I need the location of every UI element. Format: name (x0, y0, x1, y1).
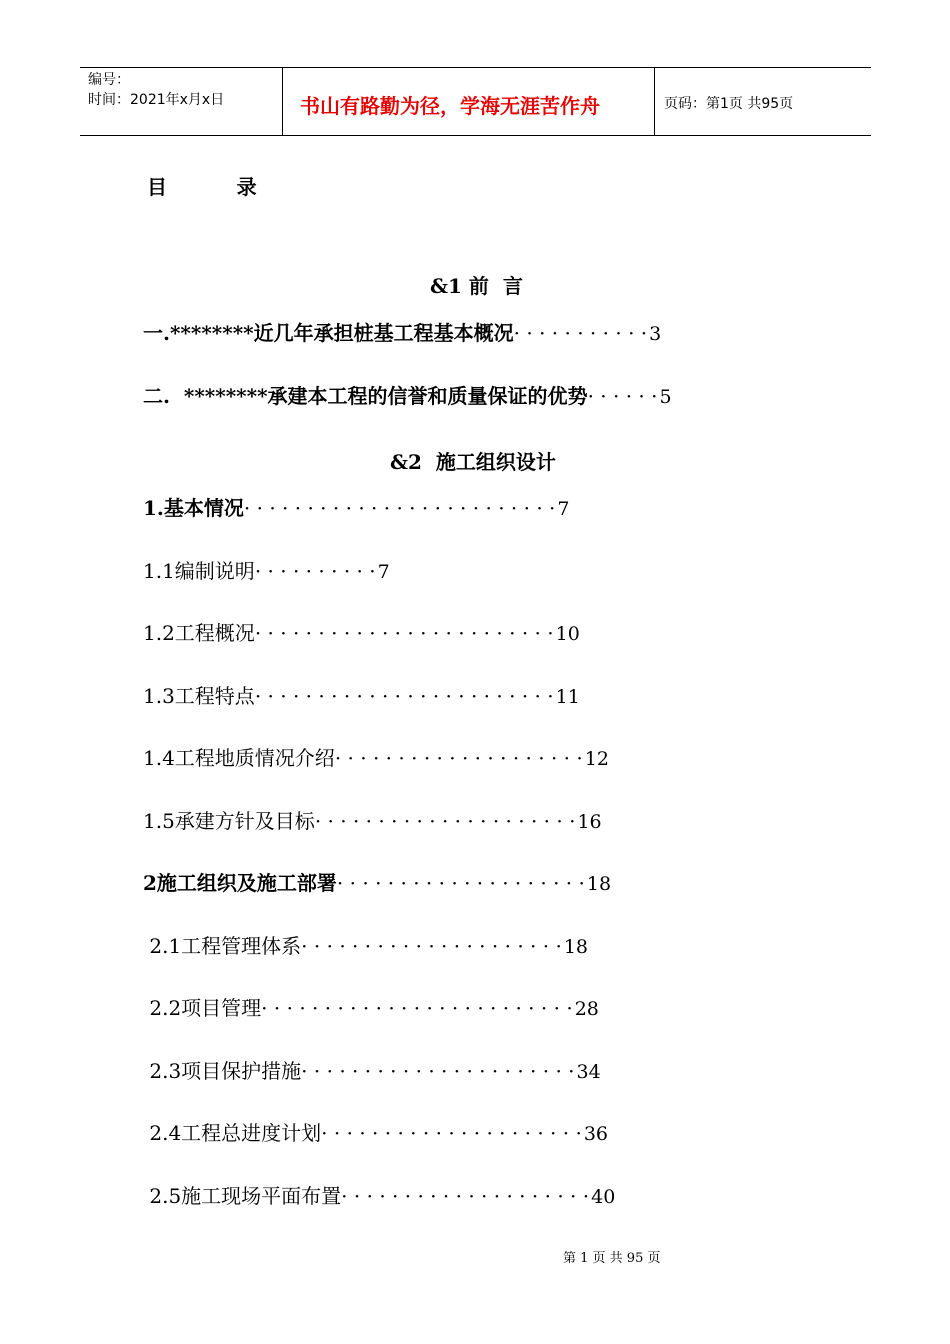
header-divider-right (654, 67, 655, 136)
toc-entry-leader: · · · · · · · · · · · · · · · · · · · · (334, 746, 583, 770)
header-motto: 书山有路勤为径，学海无涯苦作舟 (300, 94, 600, 118)
toc-entry[interactable] (143, 867, 611, 899)
toc-entry-label: 1.基本情况 (143, 496, 244, 520)
toc-entry[interactable] (143, 1117, 608, 1149)
toc-entry-leader: · · · · · · · · · · · (513, 321, 648, 345)
toc-entry-page: 28 (574, 998, 599, 1020)
toc-entry-leader: · · · · · · · · · · · · · · · · · · · · · (314, 809, 576, 833)
toc-entry[interactable] (143, 617, 580, 649)
toc-entry-label: 2.3项目保护措施 (143, 1059, 302, 1083)
toc-entry-label: 一.********近几年承担桩基工程基本概况 (143, 321, 514, 345)
toc-entry-label: 1.5承建方针及目标 (143, 809, 315, 833)
toc-entry-page: 18 (586, 873, 612, 895)
toc-entry[interactable] (143, 805, 602, 837)
toc-entry-page: 7 (557, 498, 570, 520)
header-time-label: 时间：2021年x月x日 (88, 92, 225, 108)
toc-entry-page: 34 (576, 1061, 601, 1083)
toc-entry-leader: · · · · · · · · · · · · · · · · · · · · · · · · · (243, 496, 556, 520)
toc-entry-page: 3 (649, 323, 662, 345)
toc-entry[interactable] (143, 380, 672, 412)
toc-entry-leader: · · · · · · · · · · · · · · · · · · · · · · (301, 1059, 575, 1083)
toc-entry-leader: · · · · · · · · · · · · · · · · · · · · · · · · (254, 621, 554, 645)
toc-entry-label: 2.4工程总进度计划 (143, 1121, 322, 1145)
toc-entry-label: 1.1编制说明 (143, 559, 255, 583)
toc-entry-page: 12 (584, 748, 609, 770)
toc-entry-label: 2.5施工现场平面布置 (143, 1184, 342, 1208)
toc-entry[interactable] (143, 930, 588, 962)
page-footer: 第 1 页 共 95 页 (563, 1251, 661, 1266)
toc-entry-label: 2施工组织及施工部署 (143, 871, 337, 895)
toc-entry-label: 1.3工程特点 (143, 684, 255, 708)
toc-entry[interactable] (143, 1180, 615, 1212)
toc-entry[interactable] (143, 317, 661, 349)
header-bottom-rule (80, 135, 871, 136)
toc-entry-leader: · · · · · · · · · · · · · · · · · · · · · · · · (254, 684, 554, 708)
toc-entry-leader: · · · · · · · · · · · · · · · · · · · · · (321, 1121, 582, 1145)
header-page-label: 页码：第1页 共95页 (664, 96, 794, 112)
header-divider-left (282, 67, 283, 136)
toc-entry[interactable] (143, 680, 580, 712)
section-heading-preface: &1 前 言 (430, 274, 523, 298)
toc-entry[interactable] (143, 992, 599, 1024)
toc-entry-leader: · · · · · · · · · · · · · · · · · · · · · (301, 934, 562, 958)
toc-entry-label: 2.2项目管理 (143, 996, 262, 1020)
toc-entry-page: 36 (583, 1123, 609, 1145)
toc-entry[interactable] (143, 1055, 601, 1087)
toc-entry-label: 二. ********承建本工程的信誉和质量保证的优势 (143, 384, 588, 408)
header-number-label: 编号： (88, 72, 130, 88)
toc-entry-leader: · · · · · · · · · · · · · · · · · · · · (341, 1184, 590, 1208)
toc-entry-label: 1.4工程地质情况介绍 (143, 746, 335, 770)
header-top-rule (80, 67, 871, 68)
toc-entry-page: 18 (563, 936, 589, 958)
toc-entry-label: 2.1工程管理体系 (143, 934, 302, 958)
toc-entry-page: 11 (555, 686, 580, 708)
toc-entry-leader: · · · · · · (587, 384, 658, 408)
toc-entry-page: 16 (577, 811, 602, 833)
toc-entry-page: 10 (555, 623, 580, 645)
toc-entry[interactable] (143, 555, 390, 587)
toc-title: 目 录 (147, 175, 257, 199)
section-heading-construction-design: &2 施工组织设计 (390, 450, 556, 474)
toc-entry-page: 7 (377, 561, 390, 583)
toc-entry-leader: · · · · · · · · · · · · · · · · · · · · · · · · · (261, 996, 573, 1020)
toc-entry[interactable] (143, 492, 570, 524)
toc-entry-leader: · · · · · · · · · · (254, 559, 376, 583)
toc-entry[interactable] (143, 742, 609, 774)
toc-entry-leader: · · · · · · · · · · · · · · · · · · · · (336, 871, 585, 895)
toc-entry-label: 1.2工程概况 (143, 621, 255, 645)
toc-entry-page: 40 (591, 1186, 616, 1208)
toc-entry-page: 5 (659, 386, 672, 408)
